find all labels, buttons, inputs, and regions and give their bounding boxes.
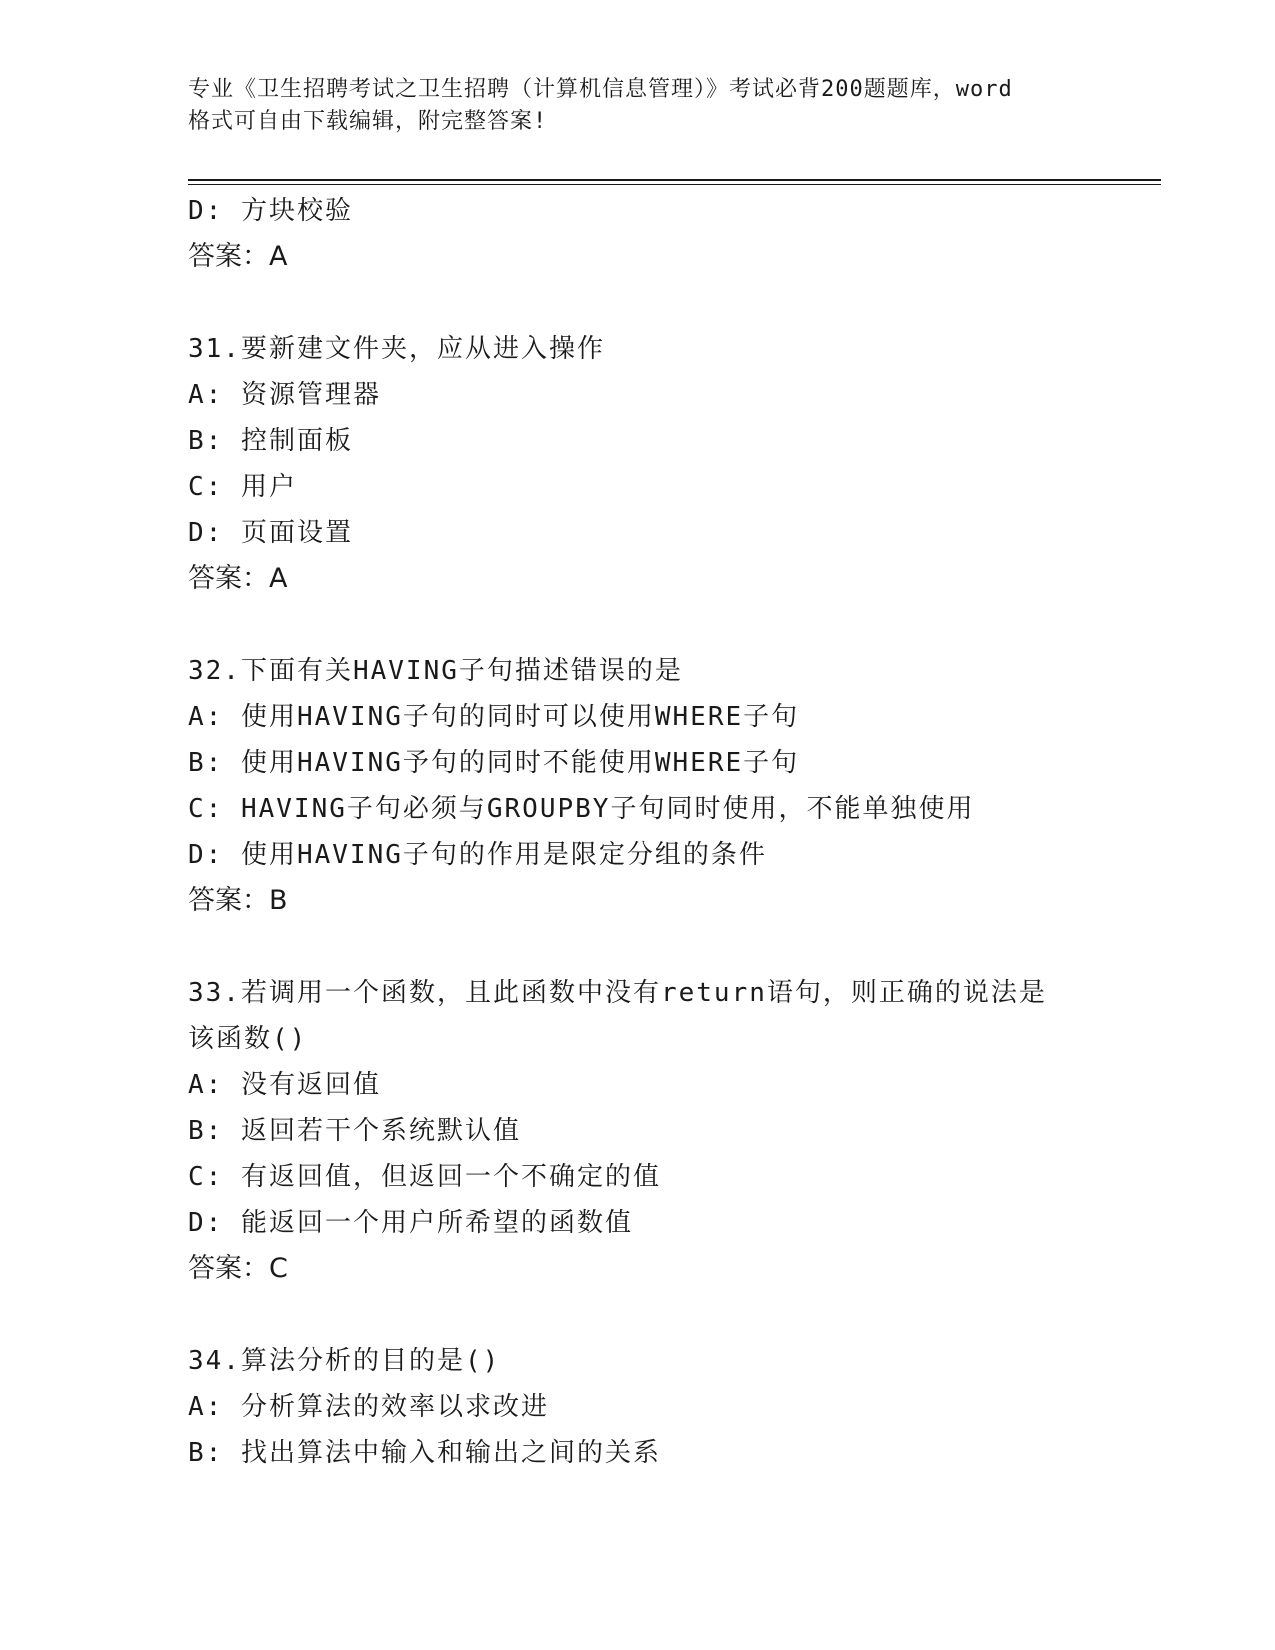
option-b: B: 找出算法中输入和输出之间的关系: [188, 1438, 661, 1468]
option-d: D: 使用HAVING子句的作用是限定分组的条件: [188, 840, 767, 870]
option-a: A: 使用HAVING子句的同时可以使用WHERE子句: [188, 702, 800, 732]
option-c: C: 有返回值，但返回一个不确定的值: [188, 1162, 661, 1192]
header-line-2: 格式可自由下载编辑，附完整答案!: [188, 109, 548, 134]
answer: 答案：A: [188, 563, 288, 594]
question-text: 34.算法分析的目的是(): [188, 1346, 501, 1376]
option-b: B: 控制面板: [188, 426, 353, 456]
question-text: 31.要新建文件夹，应从进入操作: [188, 334, 605, 364]
option-a: A: 没有返回值: [188, 1070, 381, 1100]
answer: 答案：B: [188, 885, 288, 916]
option-d: D: 方块校验: [188, 196, 353, 226]
question-31: [188, 326, 1148, 602]
question-32: [188, 648, 1148, 924]
question-text-line-2: 该函数(): [188, 1024, 308, 1054]
option-a: A: 资源管理器: [188, 380, 381, 410]
question-text: 32.下面有关HAVING子句描述错误的是: [188, 656, 683, 686]
header-divider-thin: [188, 184, 1161, 185]
option-b: B: 使用HAVING予句的同时不能使用WHERE子句: [188, 748, 800, 778]
answer: 答案：C: [188, 1253, 288, 1284]
document-header: [188, 74, 1108, 138]
header-divider-thick: [188, 179, 1161, 181]
option-b: B: 返回若干个系统默认值: [188, 1116, 521, 1146]
document-body: [188, 188, 1148, 1476]
option-d: D: 页面设置: [188, 518, 353, 548]
option-a: A: 分析算法的效率以求改进: [188, 1392, 549, 1422]
option-c: C: 用户: [188, 472, 297, 502]
option-c: C: HAVING子句必须与GROUPBY子句同时使用，不能单独使用: [188, 794, 975, 824]
question-text-line-1: 33.若调用一个函数，且此函数中没有return语句，则正确的说法是: [188, 978, 1047, 1008]
option-d: D: 能返回一个用户所希望的函数值: [188, 1208, 633, 1238]
header-line-1: 专业《卫生招聘考试之卫生招聘（计算机信息管理）》考试必背200题题库，word: [188, 77, 1013, 102]
answer: 答案：A: [188, 241, 288, 272]
question-34: [188, 1338, 1148, 1476]
question-33: [188, 970, 1148, 1292]
previous-question-tail: [188, 188, 1148, 280]
